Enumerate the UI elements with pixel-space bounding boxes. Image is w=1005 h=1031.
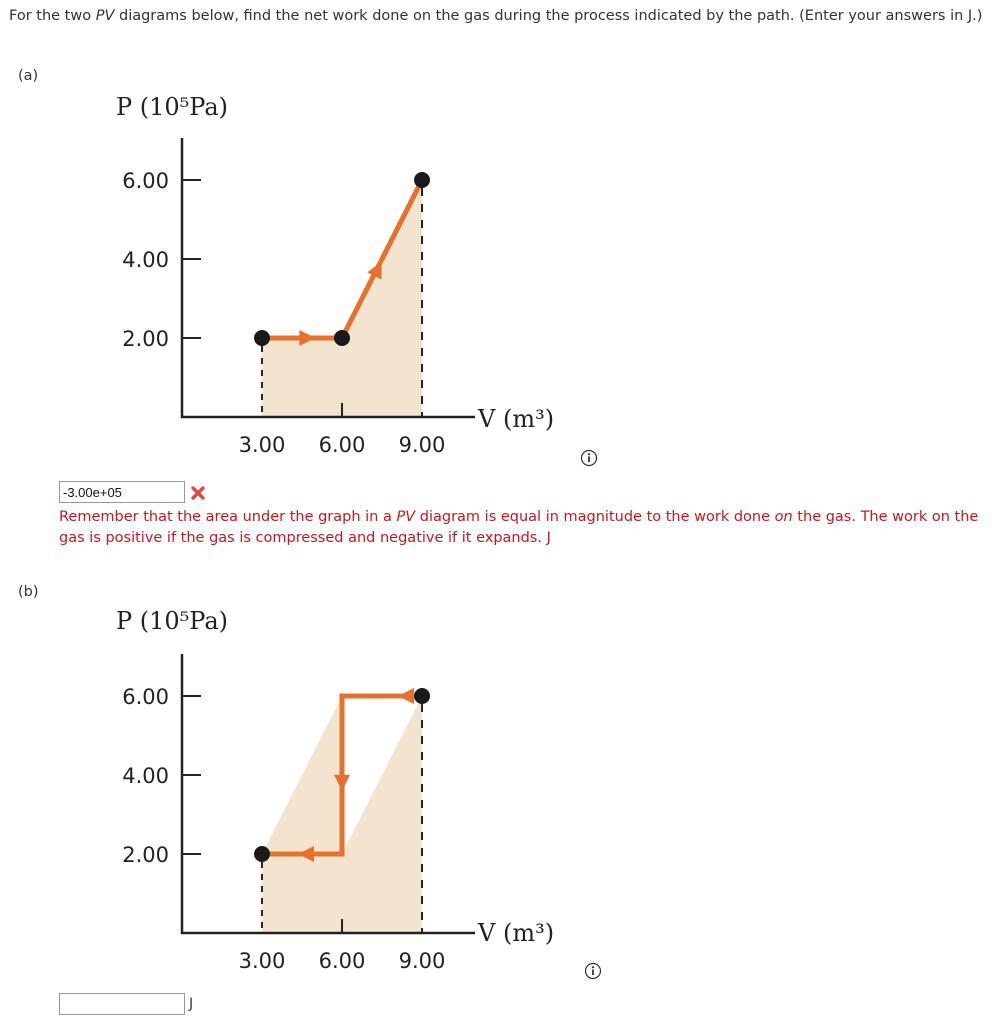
state-point [254, 330, 270, 346]
y-tick-label: 6.00 [122, 169, 169, 193]
y-tick-label: 4.00 [122, 764, 169, 788]
x-tick-label: 6.00 [318, 433, 366, 457]
x-tick-label: 9.00 [398, 433, 446, 457]
part-a-label: (a) [18, 68, 39, 84]
feedback-emphasis-1: PV [396, 509, 416, 525]
state-point [334, 330, 350, 346]
answer-input-a[interactable] [59, 481, 185, 503]
prompt-text-2: diagrams below, find the net work done on the gas during the process indicated by the path. (Enter your answers in J.) [114, 8, 983, 24]
x-tick-label: 6.00 [318, 949, 366, 973]
y-tick-label: 2.00 [122, 327, 169, 351]
state-point [414, 172, 430, 188]
work-area-fill [262, 180, 422, 417]
info-circle-icon[interactable] [580, 449, 598, 467]
y-axis-title: P (10⁵Pa) [116, 607, 229, 635]
x-axis-title: V (m³) [478, 405, 555, 433]
x-tick-label: 3.00 [238, 433, 286, 457]
question-prompt [9, 6, 999, 27]
feedback-emphasis-2: on [774, 509, 793, 525]
y-tick-label: 4.00 [122, 248, 169, 272]
state-point [254, 846, 270, 862]
y-axis-title: P (10⁵Pa) [116, 93, 229, 121]
prompt-emphasis: PV [95, 8, 115, 24]
info-circle-icon[interactable] [584, 962, 602, 980]
feedback-message [59, 507, 999, 549]
answer-input-b[interactable] [59, 993, 185, 1015]
y-tick-label: 2.00 [122, 843, 169, 867]
prompt-text-1: For the two [9, 8, 96, 24]
pv-diagram-b [0, 596, 620, 976]
x-axis-title: V (m³) [478, 919, 555, 947]
y-tick-label: 6.00 [122, 685, 169, 709]
x-tick-label: 3.00 [238, 949, 286, 973]
x-tick-label: 9.00 [398, 949, 446, 973]
feedback-text-3: the gas. The work on the gas is positive if the gas is compressed and negative if it expands. J [59, 509, 979, 546]
feedback-text-2: diagram is equal in magnitude to the work done [415, 509, 775, 525]
part-b-label: (b) [18, 584, 39, 600]
feedback-text-1: Remember that the area under the graph in a [59, 509, 397, 525]
pv-diagram-a [0, 80, 620, 460]
state-point [414, 688, 430, 704]
direction-arrow [398, 688, 414, 704]
unit-label-b: J [189, 996, 194, 1012]
x-mark-icon [190, 485, 206, 501]
